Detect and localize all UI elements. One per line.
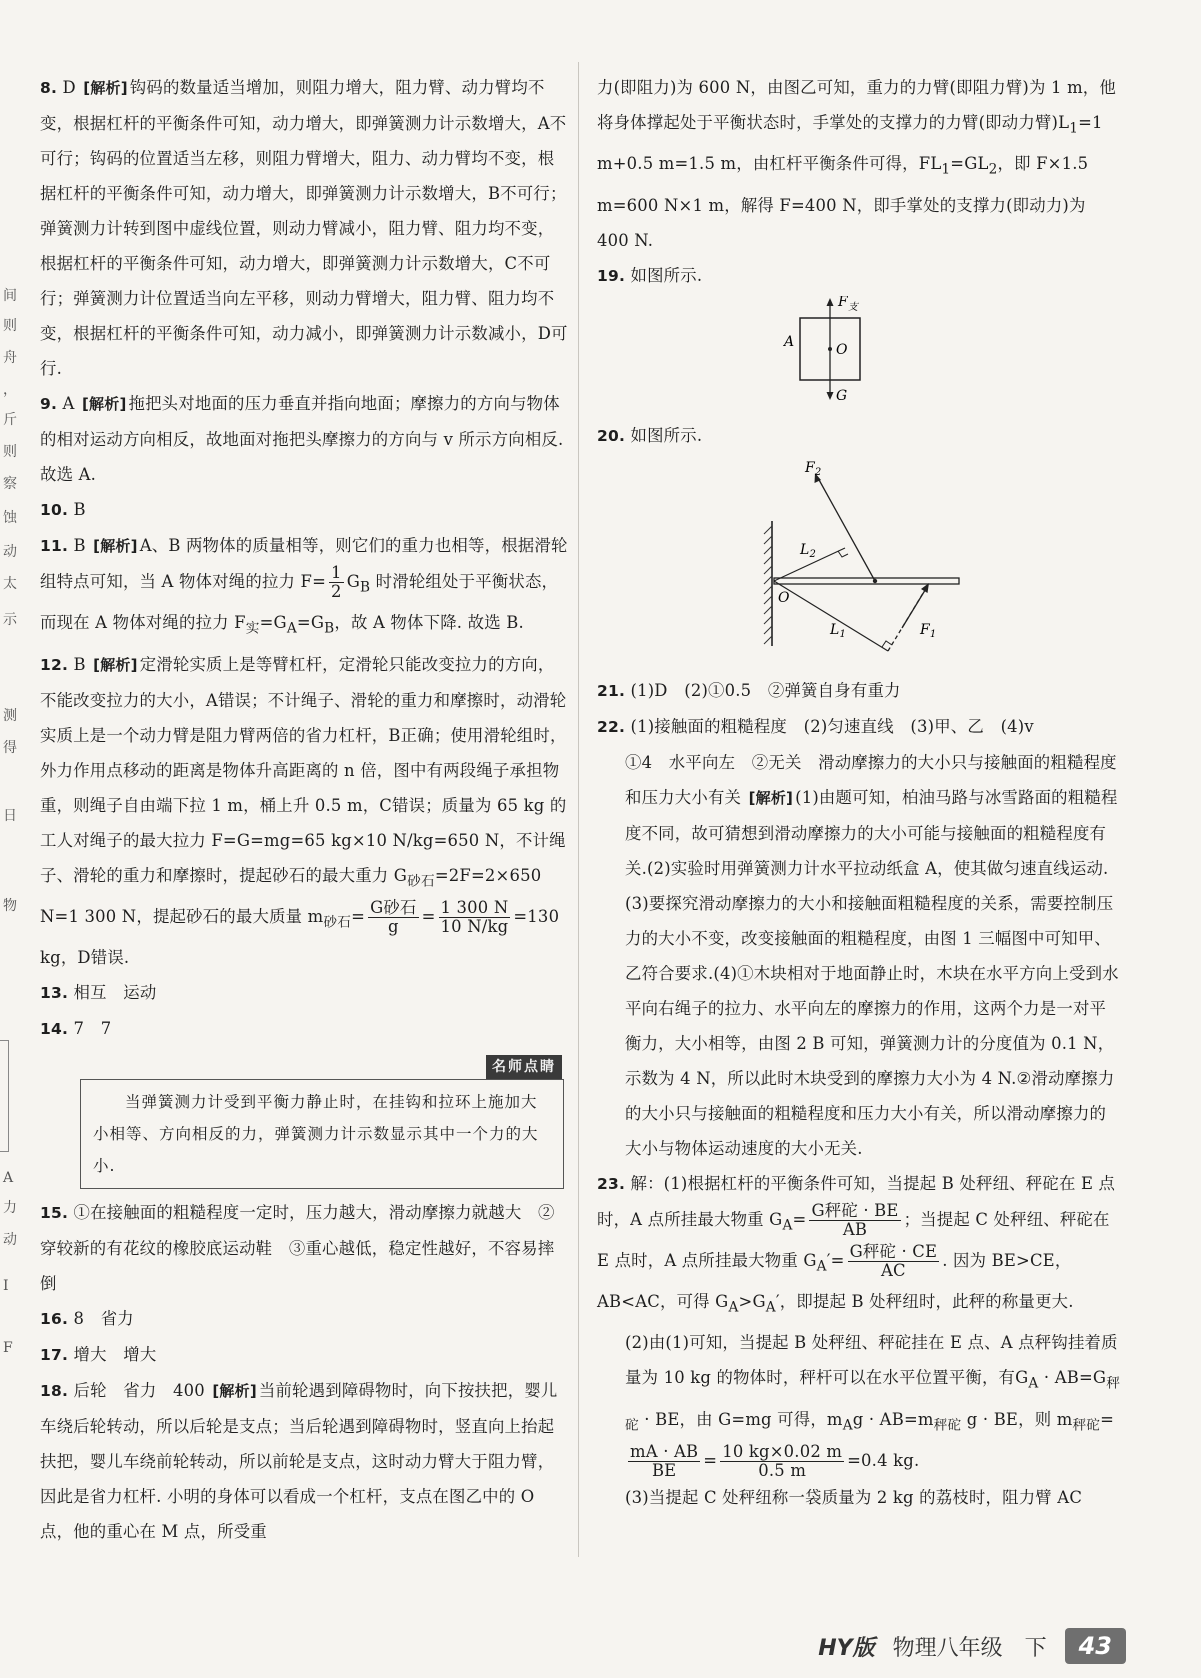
analysis-text: =130 kg，D错误. [40, 906, 560, 968]
analysis-tag: [ 解析 ] [83, 79, 128, 97]
subscript: 1 [941, 161, 951, 178]
fraction-denominator: AC [880, 1260, 906, 1280]
subscript: A [1028, 1375, 1039, 1392]
edition-label: HY版 [818, 1635, 875, 1661]
answer-text: 增大 增大 [73, 1345, 157, 1365]
answer-16 [40, 1301, 570, 1337]
answer-18 [40, 1373, 570, 1549]
subscript: 秤砣 [933, 1416, 962, 1433]
analysis-text: =1 m+0.5 m=1.5 m，由杠杆平衡条件可得，FL [597, 113, 1103, 174]
answer-21 [597, 673, 1122, 709]
fraction [809, 1202, 900, 1239]
analysis-text: 定滑轮实质上是等臂杠杆，定滑轮只能改变拉力的方向，不能改变拉力的大小，A错误；不计绳子、滑轮的重力和摩擦时，动滑轮实质上是一个动力臂是阻力臂两倍的省力杠杆，B正确；使用滑轮组时，外力作用点移动的距离是物体升高距离的 n 倍，图中有两段绳子承担物重，则绳子自由端下拉 1 m，桶上升 0.5 m，C错误；质量为 65 kg 的工人对绳子的最大拉力 F=G=mg=65 kg×10 N/kg=650 N，不计绳子、滑轮的重力和摩擦时，提起砂石的最大重力 G [40, 654, 567, 885]
answer-text: 7 7 [73, 1019, 112, 1039]
label-subscript: 1 [839, 628, 846, 640]
analysis-text: 钩码的数量适当增加，则阻力增大，阻力臂、动力臂均不变，根据杠杆的平衡条件可知，动力增大，即弹簧测力计示数增大，A不可行；钩码的位置适当左移，则阻力臂增大，阻力、动力臂均不变，根据杠杆的平衡条件可知，动力增大，即弹簧测力计示数增大，B不可行；弹簧测力计转到图中虚线位置，则动力臂减小，阻力臂、阻力均不变，根据杠杆的平衡条件可知，动力增大，即弹簧测力计示数增大，C不可行；弹簧测力计位置适当向左平移，则动力臂增大，阻力臂、阻力均不变，根据杠杆的平衡条件可知，动力减小，即弹簧测力计示数减小，D可行. [40, 78, 568, 378]
right-angle-mark [838, 551, 848, 557]
label-g: G [835, 387, 847, 404]
subscript: A [782, 1216, 793, 1233]
analysis-text: =GL [950, 154, 989, 174]
analysis-tag: [ 解析 ] [93, 656, 138, 674]
margin-fragment: 示 [3, 612, 17, 628]
subscript: 砂石 [323, 914, 352, 931]
solution-text: (2)由(1)可知，当提起 B 处秤纽、秤砣挂在 E 点、A 点秤钩挂着质量为 10 kg 的物体时，秤杆可以在水平位置平衡，有G [625, 1333, 1118, 1388]
label-subscript: 支 [847, 301, 858, 313]
answer-choice: B [73, 500, 86, 519]
answer-23-part2 [597, 1325, 1122, 1480]
margin-fragment: 力 [3, 1200, 17, 1216]
margin-fragment: 物 [3, 898, 17, 914]
analysis-tag: [ 解析 ] [212, 1382, 257, 1400]
subscript: A [728, 1299, 739, 1316]
subscript: A [765, 1299, 776, 1316]
label-text: F [837, 295, 848, 310]
margin-fragment: 间 [3, 288, 17, 304]
solution-text: 解：(1)根据杠杆的平衡条件可知，当提起 B 处秤纽、秤砣在 E 点时，A 点所挂最大物重 G [597, 1173, 1116, 1229]
margin-fragment: 蚀 [3, 510, 17, 526]
margin-fragment: 得 [3, 740, 17, 756]
analysis-tag: [ 解析 ] [749, 789, 794, 807]
question-number: 17. [40, 1346, 69, 1365]
analysis-text: A、B 两物体的质量相等，则它们的重力也相等，根据滑轮组特点可知，当 A 物体对绳的拉力 F= [40, 536, 568, 591]
margin-fragment: 日 [3, 808, 17, 824]
fraction-denominator: 2 [331, 582, 342, 601]
answer-text: 相互 运动 [73, 983, 157, 1003]
analysis-text: (1)由题可知，柏油马路与冰雪路面的粗糙程度不同，故可猜想到滑动摩擦力的大小可能与接触面的粗糙程度有关.(2)实验时用弹簧测力计水平拉动纸盒 A，使其做匀速直线运动.(3)要探究滑动摩擦力的大小和接触面粗糙程度的关系，需要控制压力的大小不变，改变接触面的粗糙程度，由图 1 三幅图中可知甲、乙符合要求.(4)①木块相对于地面静止时，木块在水平方向上受到水平向右绳子的拉力、水平向左的摩擦力的作用，这两个力是一对平衡力，大小相等，由图 2 B 可知，弹簧测力计的分度值为 0.1 N，示数为 4 N，所以此时木块受到的摩擦力大小为 4 N.②滑动摩擦力的大小只与接触面的粗糙程度和压力大小有关，所以滑动摩擦力的大小与物体运动速度的大小无关. [625, 787, 1119, 1158]
solution-text: ；当提起 C 处秤纽、秤砣在 E 点时，A 点所挂最大物重 G [597, 1209, 1110, 1270]
answer-text: 后轮 省力 400 [73, 1381, 205, 1401]
tip-header [80, 1055, 564, 1080]
answer-23 [597, 1166, 1122, 1326]
subscript: 实 [245, 620, 260, 637]
solution-text: ′= [826, 1250, 845, 1270]
margin-fragment: 测 [3, 708, 17, 724]
question-number: 12. [40, 655, 69, 674]
page-footer [818, 1624, 1126, 1668]
label-text: L [829, 621, 839, 638]
margin-fragment: 斤 [3, 412, 17, 428]
question-number: 18. [40, 1382, 69, 1401]
answer-22-continued [597, 745, 1122, 1166]
arrow-head [826, 298, 833, 306]
analysis-text: ，故 A 物体下降. 故选 B. [334, 613, 524, 633]
analysis-text: 拖把头对地面的压力垂直并指向地面；摩擦力的方向与物体的相对运动方向相反，故地面对拖把头摩擦力的方向与 v 所示方向相反. 故选 A. [40, 394, 564, 484]
solution-text: = [792, 1209, 807, 1229]
fraction-half [329, 564, 344, 601]
subscript: A [286, 620, 297, 637]
analysis-text: =G [296, 613, 325, 633]
question-number: 20. [597, 426, 626, 445]
lever-diagram-20 [730, 456, 990, 671]
answer-text: ①在接触面的粗糙程度一定时，压力越大，滑动摩擦力就越大 ②穿较新的有花纹的橡胶底运动鞋 ③重心越低，稳定性越好，不容易摔倒 [40, 1203, 555, 1294]
answer-choice: B [73, 536, 86, 555]
answer-12 [40, 647, 570, 976]
fraction-denominator: 0.5 m [758, 1460, 807, 1480]
solution-text: (3)当提起 C 处秤纽称一袋质量为 2 kg 的荔枝时，阻力臂 AC [625, 1487, 1083, 1507]
answer-19 [597, 258, 1122, 294]
margin-fragment: 动 [3, 544, 17, 560]
label-text: F [919, 621, 930, 638]
question-number: 19. [597, 266, 626, 285]
question-number: 16. [40, 1310, 69, 1329]
answer-choice: B [73, 654, 86, 674]
solution-text: · BE，由 G=mg 可得，m [638, 1409, 843, 1429]
margin-fragment: 太 [3, 576, 17, 592]
subscript: B [324, 620, 335, 637]
answer-text: 8 省力 [73, 1309, 134, 1329]
answer-14 [40, 1011, 570, 1047]
question-number: 10. [40, 501, 69, 519]
page-number: 43 [1065, 1628, 1126, 1664]
label-text: F [804, 459, 815, 476]
label-f-support [837, 296, 860, 313]
analysis-tag: [ 解析 ] [93, 537, 138, 555]
label-f2 [804, 460, 821, 478]
column-divider [578, 62, 579, 1557]
margin-fragment: 则 [3, 444, 17, 460]
fraction-denominator: BE [651, 1460, 677, 1480]
question-number: 13. [40, 984, 69, 1003]
fraction-numerator: mA · AB [630, 1441, 699, 1461]
answer-22 [597, 709, 1122, 745]
tip-body [80, 1080, 564, 1189]
answer-choice: D [62, 78, 76, 97]
question-number: 14. [40, 1020, 69, 1039]
solution-text: g · AB=m [852, 1409, 934, 1429]
answer-18-continued [597, 70, 1122, 258]
force-point [872, 578, 876, 582]
solution-text: = [703, 1450, 718, 1470]
center-point [828, 347, 832, 351]
label-o: O [835, 341, 848, 358]
fraction-numerator: 1 [331, 563, 342, 582]
margin-fragment: A [3, 1170, 14, 1186]
label-f1 [919, 622, 936, 640]
label-subscript: 2 [809, 548, 816, 560]
subscript: A [816, 1258, 827, 1275]
fraction [439, 899, 511, 936]
answer-text: (1)接触面的粗糙程度 (2)匀速直线 (3)甲、乙 (4)v [630, 716, 1034, 736]
fraction-numerator: G秤砣 · BE [811, 1200, 899, 1220]
analysis-text: 时滑轮组处于平衡状态，而现在 A 物体对绳的拉力 F [40, 572, 559, 633]
analysis-text: = [351, 906, 366, 926]
question-number: 22. [597, 717, 626, 736]
wall-hatching [764, 526, 772, 644]
analysis-text: = [421, 906, 436, 926]
margin-fragment: 察 [3, 476, 17, 492]
answer-text: 如图所示. [630, 265, 703, 285]
margin-fragment: 舟 [3, 350, 17, 366]
answer-9 [40, 386, 570, 492]
question-number: 23. [597, 1174, 626, 1193]
answer-15 [40, 1195, 570, 1301]
margin-fragment: 动 [3, 1232, 17, 1248]
analysis-text: 当前轮遇到障碍物时，向下按扶把，婴儿车绕后轮转动，所以后轮是支点；当后轮遇到障碍物时，竖直向上抬起扶把，婴儿车绕前轮转动，所以前轮是支点，这时动力臂大于阻力臂，因此是省力杠杆. 小明的身体可以看成一个杠杆，支点在图乙中的 O 点，他的重心在 M 点，所受重 [40, 1381, 558, 1542]
answer-text: (1)D (2)①0.5 ②弹簧自身有重力 [630, 680, 901, 700]
solution-text: =0.4 kg. [847, 1450, 920, 1470]
answer-8 [40, 70, 570, 386]
solution-text: >G [738, 1292, 766, 1312]
label-l1 [829, 622, 846, 640]
solution-text: g · BE，则 m [961, 1409, 1073, 1429]
margin-fragment: F [3, 1340, 13, 1356]
analysis-text: =G [259, 613, 287, 633]
force-diagram-19 [760, 296, 960, 416]
left-column [40, 70, 570, 1549]
question-number: 15. [40, 1204, 69, 1223]
answer-10 [40, 492, 570, 528]
question-number: 11. [40, 537, 69, 555]
question-number: 21. [597, 681, 626, 700]
fraction [628, 1443, 700, 1480]
subscript: 砂石 [407, 872, 435, 889]
label-subscript: 2 [814, 466, 821, 478]
subscript: 秤砣 [625, 1375, 1121, 1433]
solution-text: . 因为 BE>CE，AB<AC，可得 G [597, 1250, 1072, 1312]
analysis-text: ，即 F×1.5 m=600 N×1 m，解得 F=400 N，即手掌处的支撑力(即动力)为 400 N. [597, 154, 1089, 250]
label-text: L [799, 541, 809, 558]
margin-bracket [0, 1040, 9, 1152]
subscript: B [359, 579, 371, 596]
label-a: A [783, 333, 794, 350]
fraction-numerator: 10 kg×0.02 m [722, 1441, 843, 1461]
right-angle-mark [882, 641, 892, 647]
analysis-text: G [346, 572, 360, 591]
tip-title: 名师点睛 [486, 1055, 562, 1079]
fraction-numerator: G砂石 [370, 897, 417, 917]
answer-17 [40, 1337, 570, 1373]
fraction [848, 1243, 940, 1280]
fraction-numerator: 1 300 N [440, 897, 509, 917]
analysis-tag: [ 解析 ] [82, 395, 127, 413]
subscript: A [842, 1416, 853, 1433]
fraction [368, 899, 418, 936]
lever-bar [774, 578, 959, 584]
answer-choice: A [62, 394, 75, 413]
teacher-tip-box [80, 1055, 564, 1189]
solution-text: · AB=G [1038, 1368, 1107, 1388]
arm-l1 [774, 581, 888, 651]
subject-label: 物理八年级 下 [892, 1635, 1047, 1661]
fraction-denominator: g [387, 916, 399, 936]
subscript: 秤砣 [1072, 1416, 1101, 1433]
margin-fragment: ， [3, 382, 17, 398]
solution-text: = [1100, 1409, 1115, 1429]
label-subscript: 1 [929, 628, 936, 640]
tip-text: 当弹簧测力计受到平衡力静止时，在挂钩和拉环上施加大小相等、方向相反的力，弹簧测力计示数显示其中一个力的大小. [93, 1093, 539, 1176]
label-o: O [777, 589, 790, 606]
answer-text: 如图所示. [630, 425, 703, 445]
fraction-denominator: AB [842, 1219, 868, 1239]
subscript: 1 [1069, 120, 1079, 137]
answer-13 [40, 975, 570, 1011]
arrow-head [826, 392, 833, 400]
answer-23-part3 [597, 1480, 1122, 1515]
answer-20 [597, 418, 1122, 454]
analysis-text: 力(即阻力)为 600 N，由图乙可知，重力的力臂(即阻力臂)为 1 m，他将身体撑起处于平衡状态时，手掌处的支撑力的力臂(即动力臂)L [597, 78, 1116, 132]
analysis-text: =2F=2×650 N=1 300 N，提起砂石的最大质量 m [40, 865, 542, 926]
fraction [720, 1443, 844, 1480]
question-number: 9. [40, 395, 58, 413]
right-column [597, 70, 1122, 1515]
fraction-numerator: G秤砣 · CE [849, 1241, 938, 1261]
fraction-denominator: 10 N/kg [440, 916, 509, 936]
question-number: 8. [40, 79, 58, 97]
subscript: 2 [988, 161, 998, 178]
solution-text: ′，即提起 B 处秤纽时，此秤的称量更大. [775, 1292, 1074, 1312]
answer-text: ①4 水平向左 ②无关 滑动摩擦力的大小只与接触面的粗糙程度和压力大小有关 [625, 752, 1117, 807]
margin-fragment: 则 [3, 318, 17, 334]
label-l2 [799, 542, 816, 560]
margin-fragment: I [3, 1278, 9, 1294]
answer-11 [40, 528, 570, 647]
f2-arrow [818, 478, 875, 581]
